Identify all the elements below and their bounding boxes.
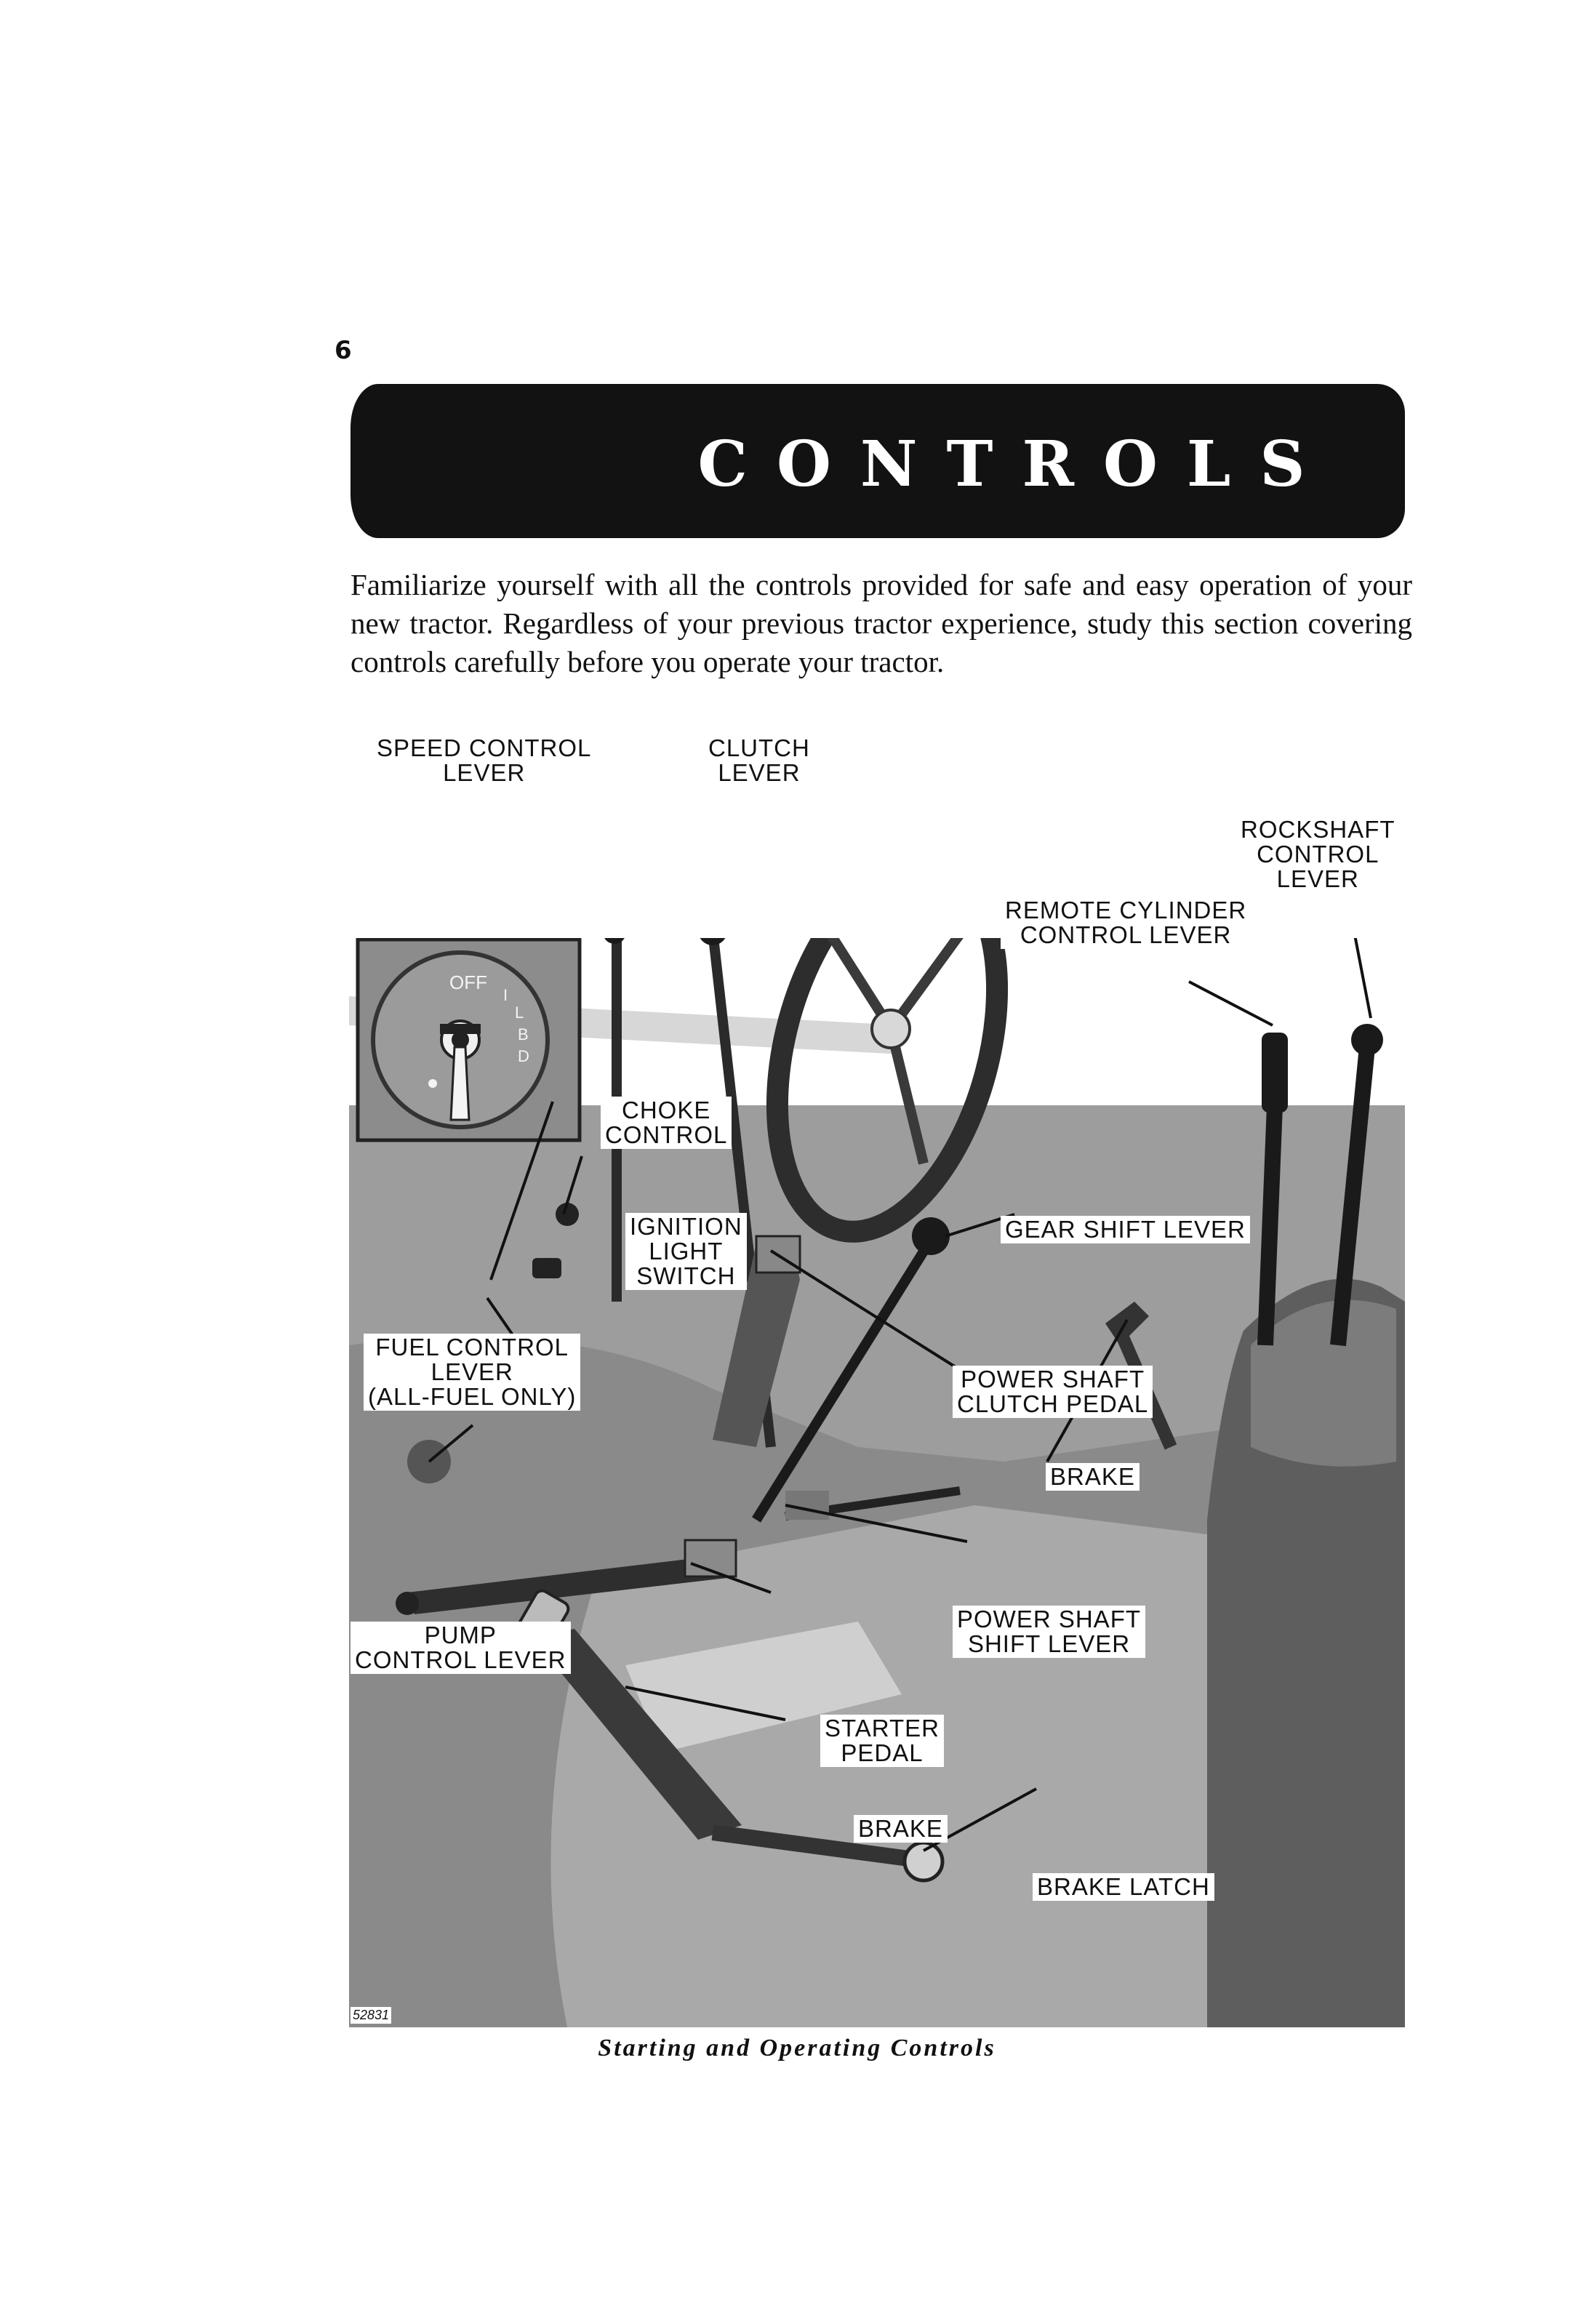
controls-photo bbox=[349, 938, 1405, 2027]
label-pump-control-lever: PUMP CONTROL LEVER bbox=[351, 1622, 571, 1674]
tractor-illustration bbox=[349, 938, 1405, 2027]
label-rockshaft-control-lever: ROCKSHAFT CONTROL LEVER bbox=[1236, 816, 1400, 893]
intro-paragraph: Familiarize yourself with all the controls provided for safe and easy operation of your new tractor. Regardless of your previous tractor experience, study this section covering controls carefully before you operate your tractor. bbox=[351, 568, 1412, 678]
label-choke-control: CHOKE CONTROL bbox=[601, 1097, 732, 1149]
label-speed-control-lever: SPEED CONTROL LEVER bbox=[372, 734, 596, 787]
label-power-shaft-shift-lever: POWER SHAFT SHIFT LEVER bbox=[953, 1606, 1145, 1658]
figure-caption: Starting and Operating Controls bbox=[598, 2035, 996, 2061]
switch-d-mark: D bbox=[518, 1047, 529, 1065]
switch-i-mark: I bbox=[503, 986, 508, 1004]
switch-l-mark: L bbox=[515, 1003, 524, 1022]
label-clutch-lever: CLUTCH LEVER bbox=[704, 734, 814, 787]
label-brake-right: BRAKE bbox=[1046, 1463, 1140, 1491]
label-power-shaft-clutch-pedal: POWER SHAFT CLUTCH PEDAL bbox=[953, 1366, 1153, 1418]
switch-b-mark: B bbox=[518, 1025, 529, 1043]
label-brake-latch: BRAKE LATCH bbox=[1033, 1873, 1214, 1901]
label-gear-shift-lever: GEAR SHIFT LEVER bbox=[1001, 1216, 1250, 1243]
label-fuel-control-lever: FUEL CONTROL LEVER (ALL-FUEL ONLY) bbox=[364, 1334, 580, 1411]
label-remote-cylinder-control-lever: REMOTE CYLINDER CONTROL LEVER bbox=[1001, 897, 1251, 949]
section-title: CONTROLS bbox=[697, 428, 1334, 501]
label-ignition-light-switch: IGNITION LIGHT SWITCH bbox=[625, 1213, 747, 1290]
switch-off-mark: OFF bbox=[449, 971, 487, 993]
page-number: 6 bbox=[335, 336, 352, 365]
label-brake-left: BRAKE bbox=[854, 1815, 948, 1843]
label-starter-pedal: STARTER PEDAL bbox=[820, 1715, 944, 1767]
photo-id: 52831 bbox=[351, 2007, 391, 2024]
section-banner bbox=[351, 384, 1405, 538]
